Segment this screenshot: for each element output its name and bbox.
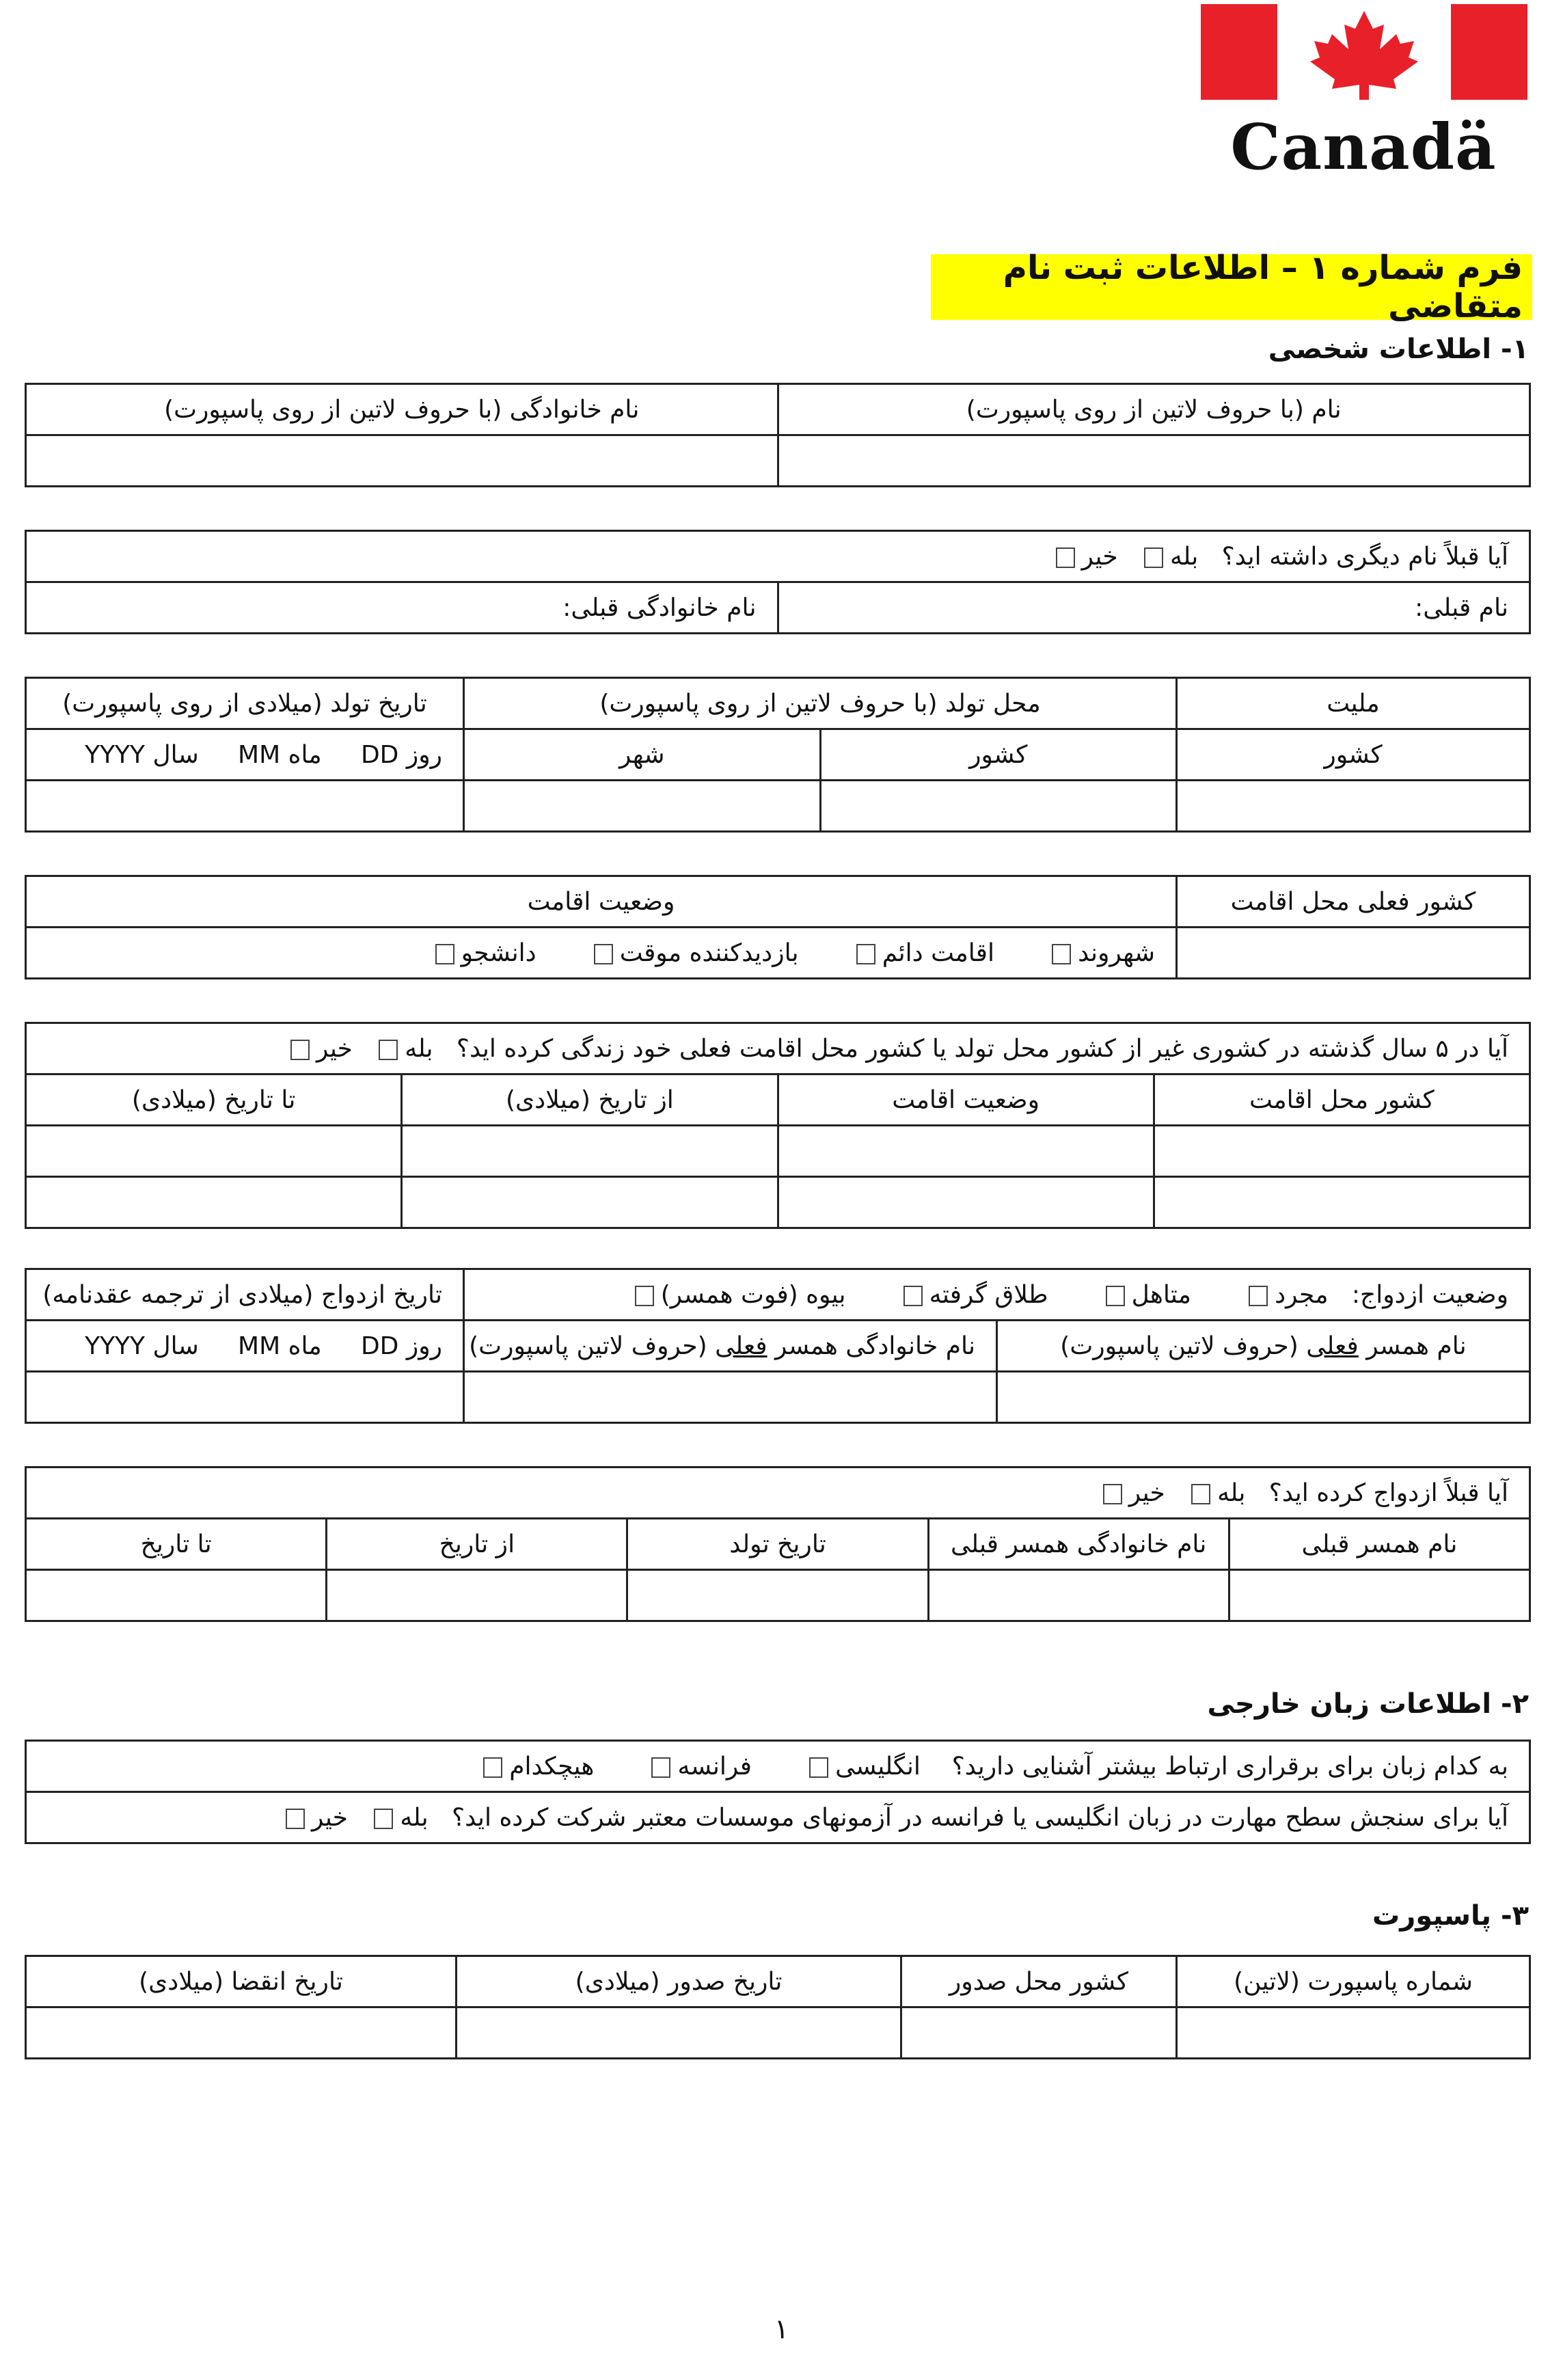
single-checkbox[interactable] — [1249, 1286, 1268, 1306]
other-name-question: آیا قبلاً نام دیگری داشته اید؟ — [1221, 542, 1508, 571]
student-checkbox[interactable] — [435, 944, 454, 964]
prev-marriage-yes-checkbox[interactable] — [1191, 1484, 1210, 1504]
student-label: دانشجو — [461, 938, 536, 967]
french-label: فرانسه — [677, 1752, 752, 1781]
previous-first-name-label: نام قبلی: — [1415, 593, 1508, 622]
prev-spouse-birth-header: تاریخ تولد — [627, 1519, 928, 1570]
abroad-to-field[interactable] — [26, 1126, 402, 1177]
residence-table — [25, 875, 1531, 979]
year-format: YYYY — [85, 740, 146, 769]
abroad-country-field[interactable] — [1154, 1177, 1530, 1228]
language-test-no-checkbox[interactable] — [286, 1809, 305, 1829]
prev-spouse-birth-field[interactable] — [627, 1570, 928, 1621]
prev-spouse-name-header: نام همسر قبلی — [1229, 1519, 1530, 1570]
english-label: انگلیسی — [835, 1752, 921, 1781]
residence-status-label: وضعیت اقامت — [26, 876, 1177, 928]
lived-abroad-no-label: خیر — [316, 1034, 353, 1063]
previous-last-name-label: نام خانوادگی قبلی: — [562, 593, 757, 622]
table-row — [26, 1126, 1530, 1177]
abroad-from-field[interactable] — [402, 1177, 778, 1228]
marital-status-label: وضعیت ازدواج: — [1351, 1280, 1508, 1309]
lived-abroad-table — [25, 1022, 1531, 1229]
form-title: فرم شماره ۱ – اطلاعات ثبت نام متقاضی — [931, 254, 1532, 320]
prev-marriage-no-label: خیر — [1128, 1478, 1165, 1507]
current-country-label: کشور فعلی محل اقامت — [1177, 876, 1530, 928]
residence-status-options — [26, 928, 1177, 979]
first-name-field[interactable] — [778, 435, 1530, 487]
table-row — [26, 1570, 1530, 1621]
spouse-name-label — [997, 1321, 1530, 1372]
day-label: روز — [406, 1331, 442, 1360]
abroad-to-field[interactable] — [26, 1177, 402, 1228]
language-table — [25, 1740, 1531, 1844]
year-label: سال — [152, 740, 199, 769]
year-format: YYYY — [85, 1331, 146, 1360]
french-checkbox[interactable] — [651, 1757, 670, 1778]
language-test-row — [26, 1792, 1530, 1843]
abroad-country-header: کشور محل اقامت — [1154, 1074, 1530, 1126]
spouse-last-text: نام خانوادگی همسر — [767, 1331, 975, 1360]
marital-status-row — [464, 1269, 1530, 1321]
citizen-label: شهروند — [1078, 938, 1155, 967]
last-name-label: نام خانوادگی (با حروف لاتین از روی پاسپورت) — [26, 384, 778, 435]
other-name-question-row — [26, 531, 1530, 582]
prev-spouse-name-field[interactable] — [1229, 1570, 1530, 1621]
passport-issue-field[interactable] — [457, 2007, 901, 2059]
other-name-yes-checkbox[interactable] — [1144, 547, 1163, 568]
month-label: ماه — [288, 1331, 322, 1360]
passport-country-field[interactable] — [901, 2007, 1177, 2059]
spouse-last-label — [464, 1321, 997, 1372]
other-name-no-label: خیر — [1081, 542, 1118, 571]
visitor-label: بازدیدکننده موقت — [619, 938, 799, 967]
birthdate-format — [26, 729, 464, 781]
lived-abroad-yes-checkbox[interactable] — [379, 1040, 398, 1060]
passport-number-field[interactable] — [1177, 2007, 1530, 2059]
section-language-info: ۲- اطلاعات زبان خارجی — [1207, 1688, 1529, 1720]
abroad-from-field[interactable] — [402, 1126, 778, 1177]
canada-wordmark: Canadä — [1230, 110, 1497, 184]
spouse-last-field[interactable] — [464, 1372, 997, 1423]
married-checkbox[interactable] — [1106, 1286, 1125, 1306]
day-label: روز — [406, 740, 442, 769]
canada-flag-icon — [1201, 4, 1527, 100]
passport-expiry-header: تاریخ انقضا (میلادی) — [26, 1956, 457, 2007]
day-format: DD — [360, 740, 399, 769]
passport-issue-header: تاریخ صدور (میلادی) — [457, 1956, 901, 2007]
current-country-field[interactable] — [1177, 928, 1530, 979]
other-name-no-checkbox[interactable] — [1056, 547, 1075, 568]
married-label: متاهل — [1131, 1280, 1191, 1309]
previous-first-name-field[interactable] — [778, 582, 1530, 634]
spouse-last-current: فعلی — [715, 1331, 767, 1360]
abroad-status-field[interactable] — [778, 1177, 1154, 1228]
abroad-from-header: از تاریخ (میلادی) — [402, 1074, 778, 1126]
abroad-status-header: وضعیت اقامت — [778, 1074, 1154, 1126]
month-format: MM — [238, 740, 281, 769]
none-label: هیچکدام — [509, 1752, 595, 1781]
none-checkbox[interactable] — [483, 1757, 502, 1778]
permanent-checkbox[interactable] — [856, 944, 875, 964]
marriage-date-label: تاریخ ازدواج (میلادی از ترجمه عقدنامه) — [26, 1269, 464, 1321]
previous-marriage-table — [25, 1466, 1531, 1622]
month-label: ماه — [288, 740, 322, 769]
divorced-checkbox[interactable] — [903, 1286, 923, 1306]
permanent-label: اقامت دائم — [882, 938, 994, 967]
other-name-yes-label: بله — [1170, 542, 1199, 571]
language-test-yes-checkbox[interactable] — [374, 1809, 393, 1829]
nationality-label: ملیت — [1177, 678, 1530, 729]
spouse-name-note: (حروف لاتین پاسپورت) — [1060, 1331, 1307, 1360]
passport-number-header: شماره پاسپورت (لاتین) — [1177, 1956, 1530, 2007]
nationality-field[interactable] — [1177, 781, 1530, 832]
birthdate-label: تاریخ تولد (میلادی از روی پاسپورت) — [26, 678, 464, 729]
citizen-checkbox[interactable] — [1052, 944, 1071, 964]
widowed-checkbox[interactable] — [635, 1286, 654, 1306]
birth-table — [25, 677, 1531, 833]
prev-marriage-to-header: تا تاریخ — [26, 1519, 327, 1570]
prev-spouse-last-header: نام خانوادگی همسر قبلی — [928, 1519, 1229, 1570]
birth-country-field[interactable] — [820, 781, 1177, 832]
prev-marriage-to-field[interactable] — [26, 1570, 327, 1621]
visitor-checkbox[interactable] — [594, 944, 613, 964]
passport-table — [25, 1955, 1531, 2059]
section-personal-info: ۱- اطلاعات شخصی — [1268, 334, 1529, 365]
spouse-name-current: فعلی — [1306, 1331, 1359, 1360]
first-name-label: نام (با حروف لاتین از روی پاسپورت) — [778, 384, 1530, 435]
birth-city-field[interactable] — [464, 781, 821, 832]
marriage-date-field[interactable] — [26, 1372, 464, 1423]
prev-marriage-from-header: از تاریخ — [327, 1519, 627, 1570]
language-test-no-label: خیر — [312, 1803, 349, 1832]
table-row — [26, 1177, 1530, 1228]
names-table — [25, 383, 1531, 487]
abroad-status-field[interactable] — [778, 1126, 1154, 1177]
previous-last-name-field[interactable] — [26, 582, 778, 634]
prev-marriage-from-field[interactable] — [327, 1570, 627, 1621]
marital-table — [25, 1268, 1531, 1424]
birth-city-label: شهر — [464, 729, 821, 781]
nationality-country-label: کشور — [1177, 729, 1530, 781]
language-question-row — [26, 1741, 1530, 1792]
prev-spouse-last-field[interactable] — [928, 1570, 1229, 1621]
spouse-name-text: نام همسر — [1358, 1331, 1467, 1360]
lived-abroad-question: آیا در ۵ سال گذشته در کشوری غیر از کشور محل تولد یا کشور محل اقامت فعلی خود زندگی کرده اید؟ — [456, 1034, 1508, 1063]
spouse-last-note: (حروف لاتین پاسپورت) — [469, 1331, 716, 1360]
abroad-country-field[interactable] — [1154, 1126, 1530, 1177]
passport-country-header: کشور محل صدور — [901, 1956, 1177, 2007]
language-test-question: آیا برای سنجش سطح مهارت در زبان انگلیسی یا فرانسه در آزمونهای موسسات معتبر شرکت کرده اید؟ — [451, 1803, 1508, 1832]
language-question: به کدام زبان برای برقراری ارتباط بیشتر آشنایی دارید؟ — [951, 1752, 1508, 1781]
widowed-label: بیوه (فوت همسر) — [660, 1280, 846, 1309]
english-checkbox[interactable] — [809, 1757, 828, 1778]
canada-logo — [1199, 4, 1527, 184]
day-format: DD — [360, 1331, 399, 1360]
last-name-field[interactable] — [26, 435, 778, 487]
year-label: سال — [152, 1331, 199, 1360]
prev-marriage-yes-label: بله — [1217, 1478, 1246, 1507]
prev-marriage-question: آیا قبلاً ازدواج کرده اید؟ — [1268, 1478, 1508, 1507]
page-number: ۱ — [774, 2314, 789, 2345]
single-label: مجرد — [1275, 1280, 1329, 1309]
birthplace-label: محل تولد (با حروف لاتین از روی پاسپورت) — [464, 678, 1177, 729]
divorced-label: طلاق گرفته — [929, 1280, 1048, 1309]
birthdate-field[interactable] — [26, 781, 464, 832]
abroad-to-header: تا تاریخ (میلادی) — [26, 1074, 402, 1126]
section-passport: ۳- پاسپورت — [1372, 1900, 1529, 1932]
lived-abroad-no-checkbox[interactable] — [290, 1040, 310, 1060]
month-format: MM — [238, 1331, 281, 1360]
language-test-yes-label: بله — [400, 1803, 429, 1832]
marriage-date-format — [26, 1321, 464, 1372]
passport-expiry-field[interactable] — [26, 2007, 457, 2059]
prev-marriage-no-checkbox[interactable] — [1103, 1484, 1122, 1504]
spouse-name-field[interactable] — [997, 1372, 1530, 1423]
lived-abroad-question-row — [26, 1023, 1530, 1074]
birth-country-label: کشور — [820, 729, 1177, 781]
other-name-table — [25, 530, 1531, 634]
prev-marriage-question-row — [26, 1468, 1530, 1519]
lived-abroad-yes-label: بله — [405, 1034, 433, 1063]
